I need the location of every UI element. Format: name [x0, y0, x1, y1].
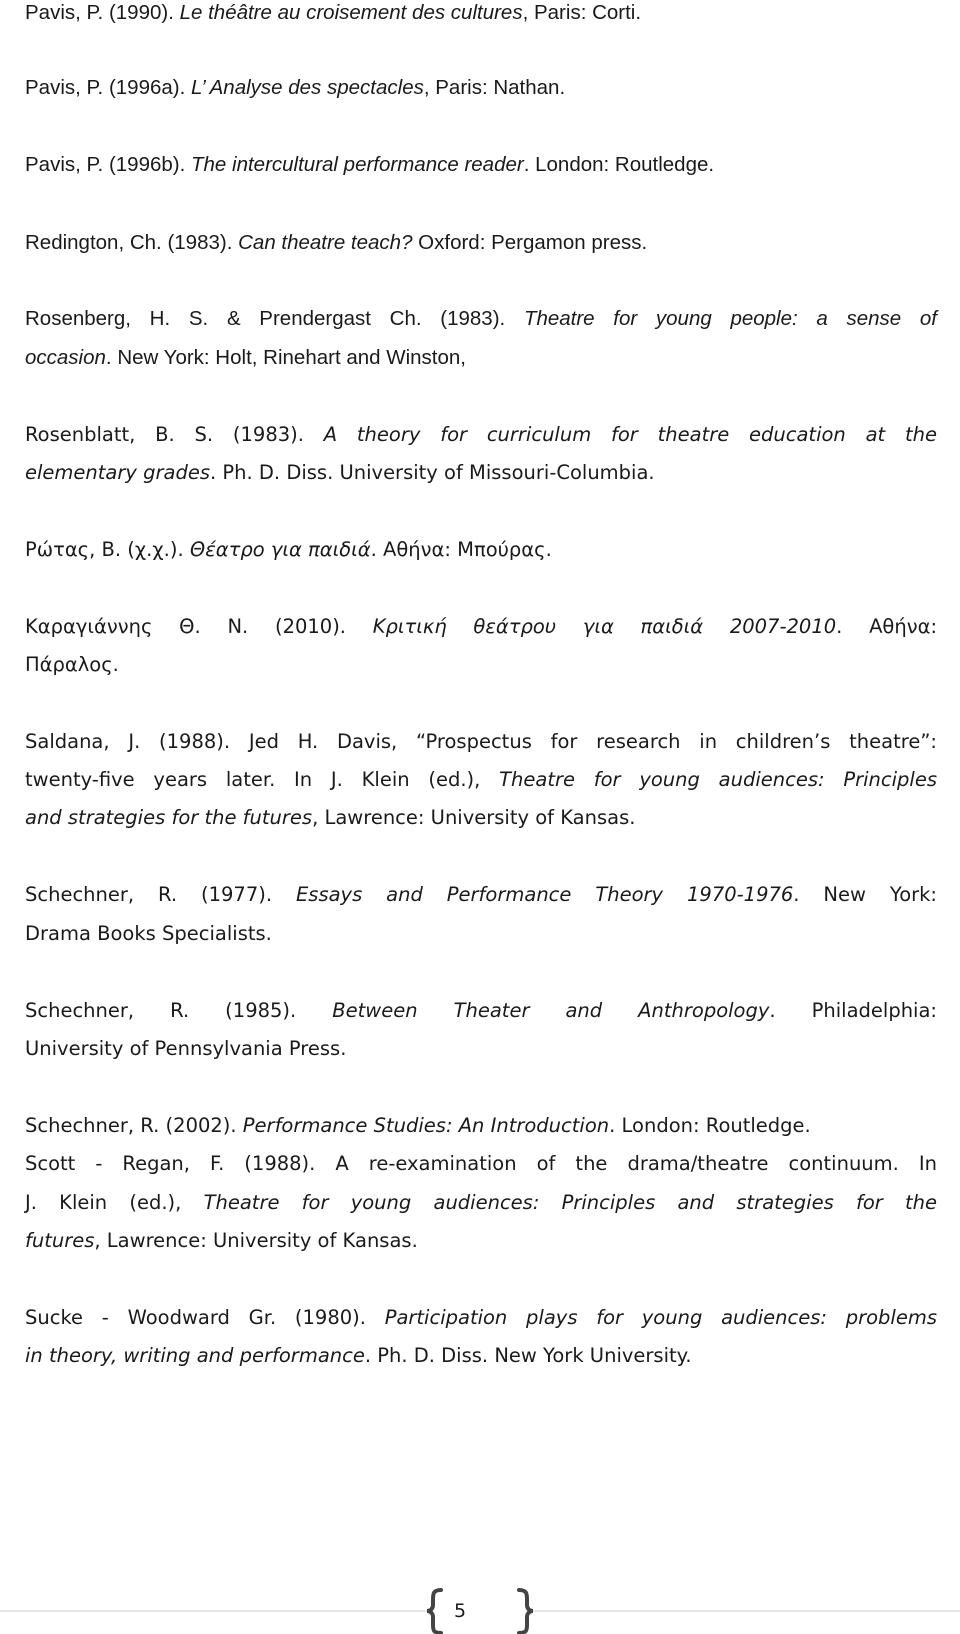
reference-scott-regan: Scott - Regan, F. (1988). A re-examination of the drama/theatre continuum. In [25, 1152, 937, 1175]
reference-pavis-1996a: Pavis, P. (1996a). L’ Analyse des spectacles, Paris: Nathan. [25, 76, 566, 99]
reference-list [25, 0, 937, 1634]
reference-sucke-woodward: Sucke - Woodward Gr. (1980). Participation plays for young audiences: problems [25, 1306, 937, 1329]
reference-redington: Redington, Ch. (1983). Can theatre teach? Oxford: Pergamon press. [25, 231, 648, 254]
reference-schechner-1985-cont: University of Pennsylvania Press. [25, 1037, 347, 1060]
reference-pavis-1996b: Pavis, P. (1996b). The intercultural performance reader. London: Routledge. [25, 153, 715, 176]
reference-schechner-2002: Schechner, R. (2002). Performance Studies: An Introduction. London: Routledge. [25, 1114, 811, 1137]
reference-saldana-cont2: and strategies for the futures, Lawrence: University of Kansas. [25, 806, 636, 829]
reference-schechner-1977-cont: Drama Books Specialists. [25, 922, 272, 945]
page-number: 5 [453, 1600, 467, 1622]
reference-schechner-1985: Schechner, R. (1985). Between Theater and Anthropology. Philadelphia: [25, 999, 937, 1022]
reference-rosenberg: Rosenberg, H. S. & Prendergast Ch. (1983). Theatre for young people: a sense of [25, 307, 937, 330]
reference-sucke-woodward-cont: in theory, writing and performance. Ph. D. Diss. New York University. [25, 1344, 692, 1367]
reference-rotas: Ρώτας, Β. (χ.χ.). Θέατρο για παιδιά. Αθήνα: Μπούρας. [25, 538, 552, 561]
page-footer [0, 1588, 960, 1634]
reference-saldana: Saldana, J. (1988). Jed H. Davis, “Prospectus for research in children’s theatre”: [25, 730, 937, 753]
page-number-brackets [0, 1588, 960, 1634]
reference-karagiannis: Καραγιάννης Θ. Ν. (2010). Κριτική θεάτρου για παιδιά 2007-2010. Αθήνα: [25, 615, 938, 638]
reference-rosenblatt: Rosenblatt, B. S. (1983). A theory for curriculum for theatre education at the [25, 423, 937, 446]
reference-saldana-cont: twenty-five years later. In J. Klein (ed.), Theatre for young audiences: Principles [25, 768, 937, 791]
reference-schechner-1977: Schechner, R. (1977). Essays and Performance Theory 1970-1976. New York: [25, 883, 938, 906]
reference-pavis-1990: Pavis, P. (1990). Le théâtre au croisement des cultures, Paris: Corti. [25, 1, 642, 24]
reference-scott-regan-cont2: futures, Lawrence: University of Kansas. [25, 1229, 418, 1252]
reference-scott-regan-cont: J. Klein (ed.), Theatre for young audiences: Principles and strategies for the [25, 1191, 937, 1214]
reference-rosenblatt-cont: elementary grades. Ph. D. Diss. University of Missouri-Columbia. [25, 461, 655, 484]
reference-rosenberg-cont: occasion. New York: Holt, Rinehart and Winston, [25, 346, 466, 369]
reference-karagiannis-cont: Πάραλος. [25, 653, 119, 676]
